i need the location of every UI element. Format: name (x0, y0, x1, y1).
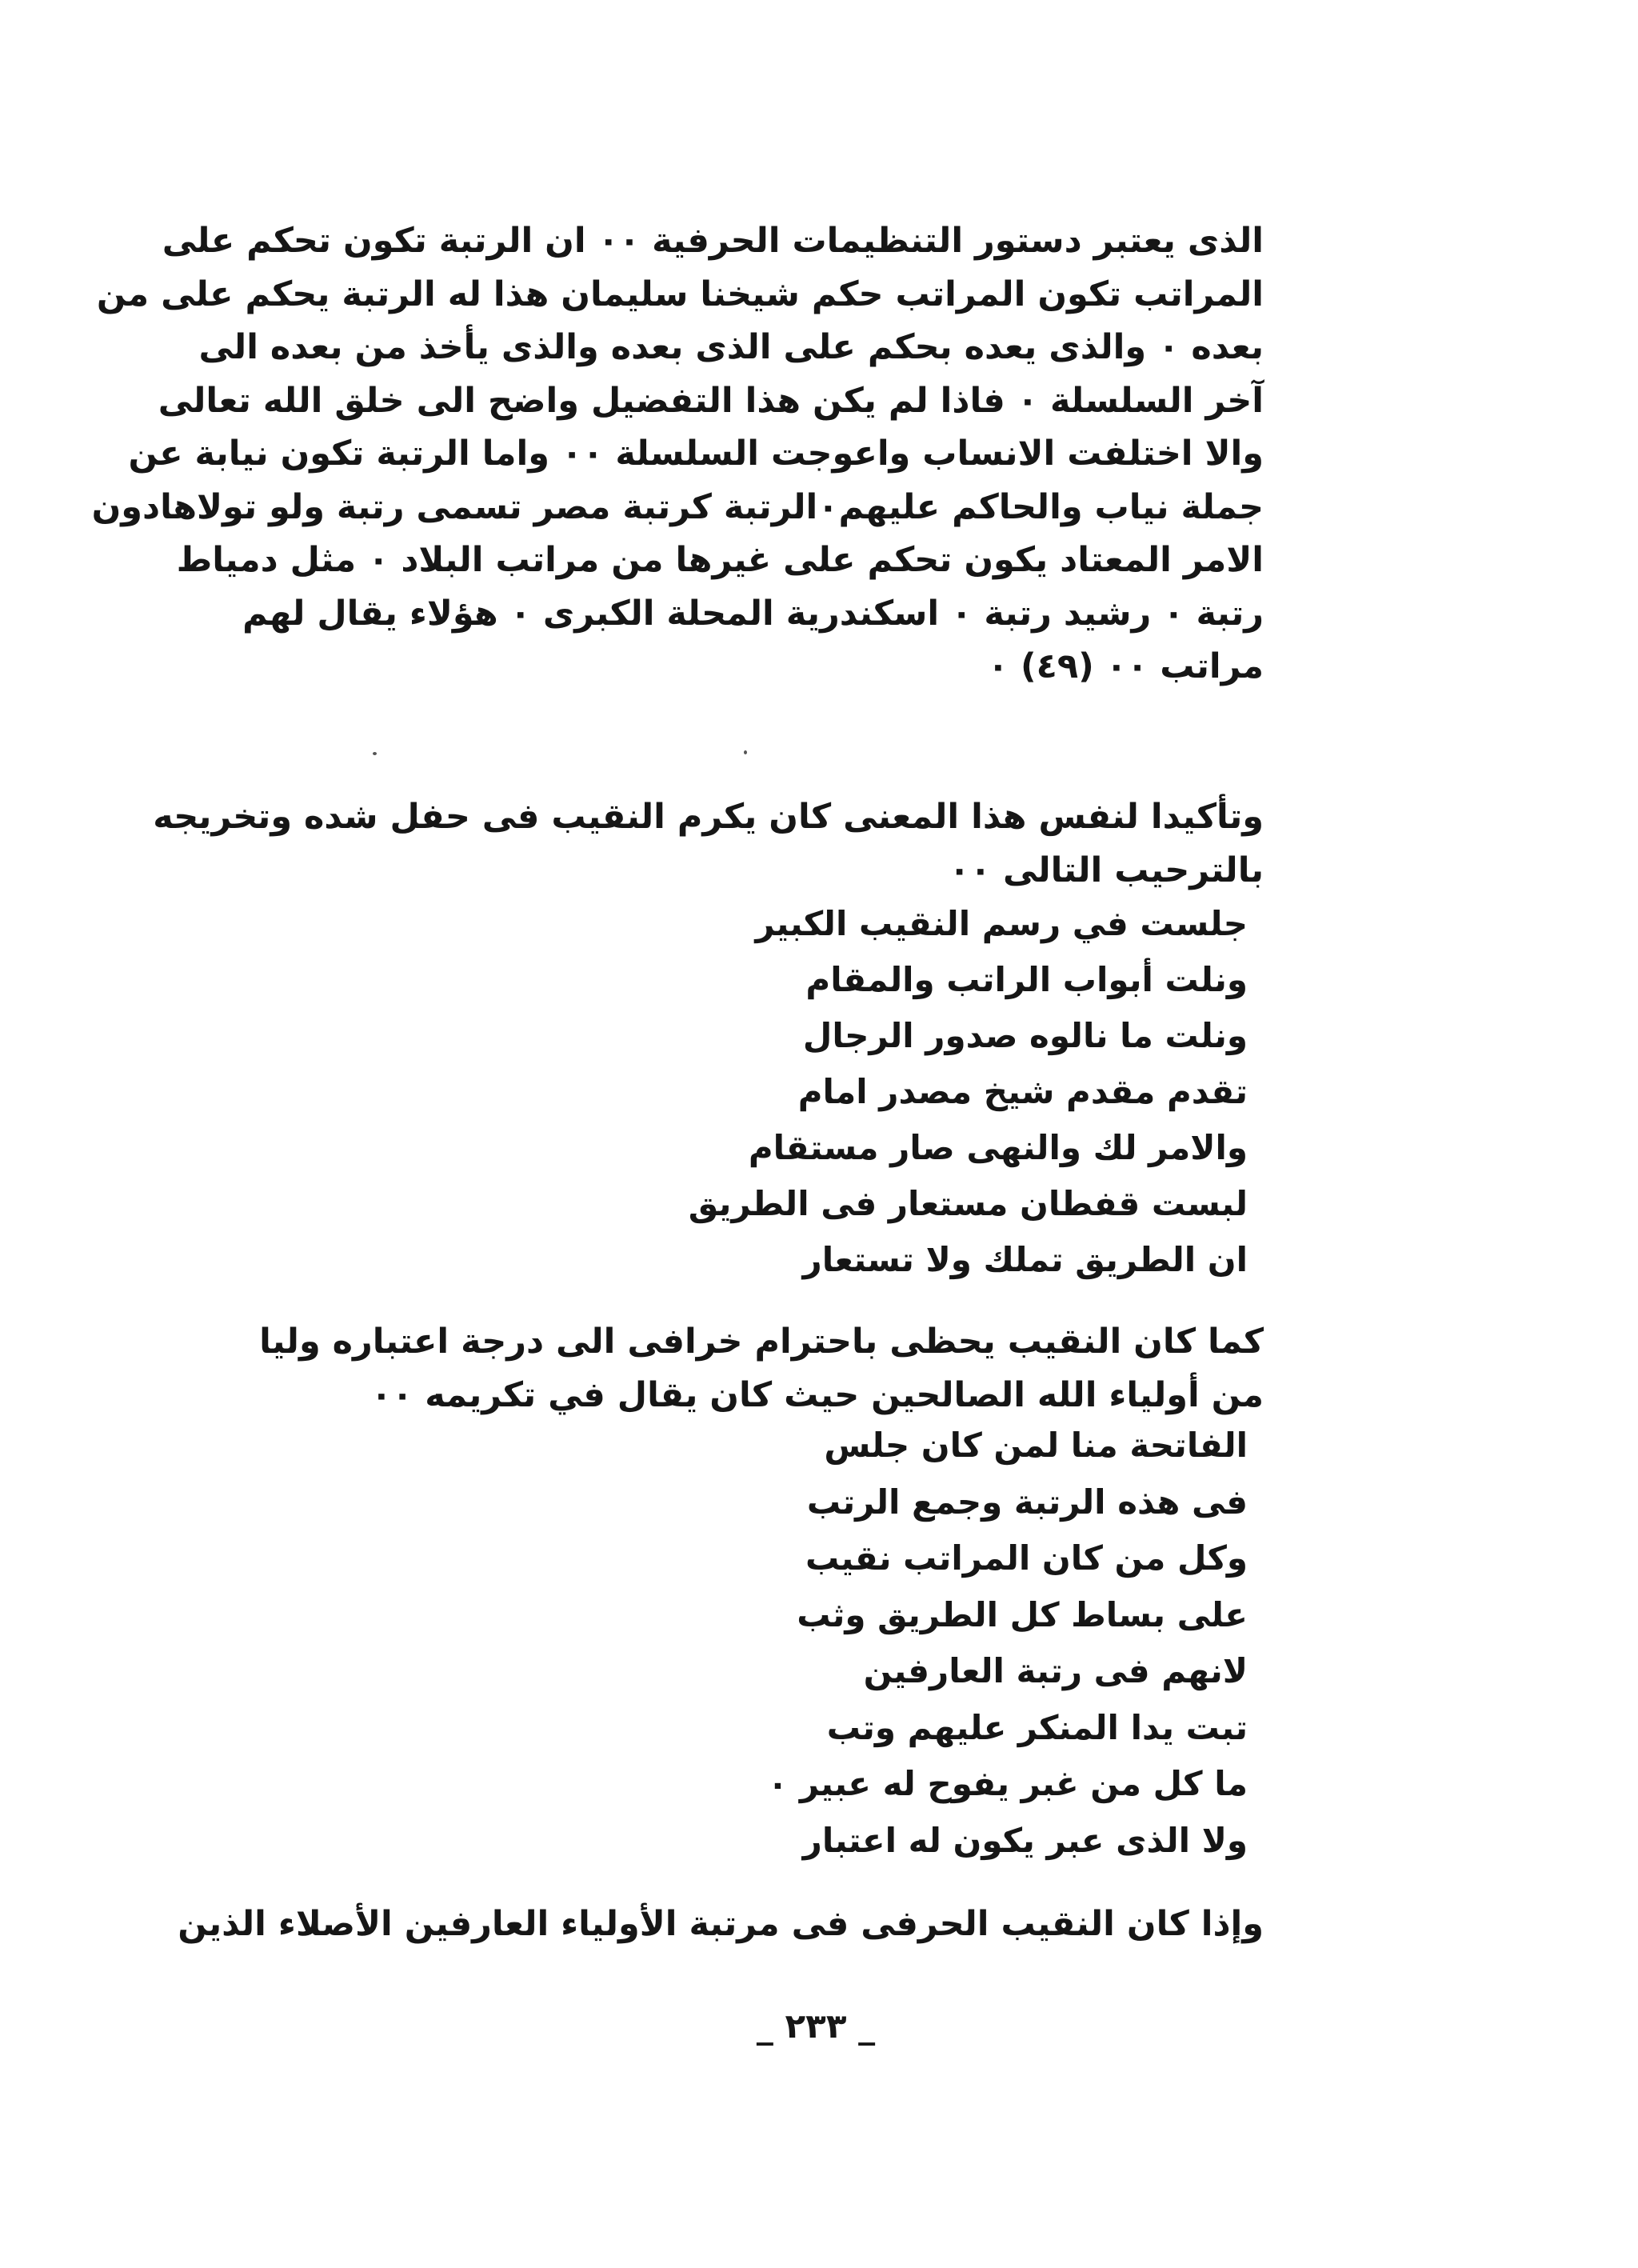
verse-line: والامر لك والنهى صار مستقام (748, 1128, 1248, 1167)
text-line: كما كان النقيب يحظى باحترام خرافى الى درجة اعتباره وليا (259, 1322, 1264, 1362)
text-line: وإذا كان النقيب الحرفى فى مرتبة الأولياء العارفين الأصلاء الذين (178, 1904, 1264, 1944)
paragraph-naqib-respect (259, 1315, 1264, 1422)
verse-line: تقدم مقدم شيخ مصدر امام (797, 1072, 1248, 1111)
verse-line: ولا الذى عبر يكون له اعتبار (802, 1820, 1248, 1860)
text-line: وتأكيدا لنفس هذا المعنى كان يكرم النقيب فى حفل شده وتخريجه (153, 797, 1264, 837)
verse-line: ونلت أبواب الراتب والمقام (805, 960, 1248, 999)
verse-line: لبست قفطان مستعار فى الطريق (688, 1184, 1248, 1223)
poem-welcome-verses (688, 896, 1248, 1288)
text-line: جملة نياب والحاكم عليهم٠الرتبة كرتبة مصر تسمى رتبة ولو تولاهادون (91, 486, 1264, 527)
verse-line: فى هذه الرتبة وجمع الرتب (806, 1482, 1248, 1522)
verse-line: ان الطريق تملك ولا تستعار (802, 1240, 1248, 1279)
verse-line: وكل من كان المراتب نقيب (805, 1538, 1248, 1578)
text-line: والا اختلفت الانساب واعوجت السلسلة ٠٠ واما الرتبة تكون نيابة عن (128, 434, 1264, 474)
verse-line: على بساط كل الطريق وثب (797, 1594, 1248, 1634)
verse-line: لانهم فى رتبة العارفين (863, 1651, 1248, 1690)
verse-line: ما كل من غبر يفوح له عبير ٠ (767, 1764, 1248, 1803)
text-line: آخر السلسلة ٠ فاذا لم يكن هذا التفضيل واضح الى خلق الله تعالى (158, 380, 1264, 421)
verse-line: ونلت ما نالوه صدور الرجال (802, 1016, 1248, 1055)
text-line: الامر المعتاد يكون تحكم على غيرها من مراتب البلاد ٠ مثل دمياط (176, 540, 1264, 580)
text-line: رتبة ٠ رشيد رتبة ٠ اسكندرية المحلة الكبرى ٠ هؤلاء يقال لهم (242, 593, 1264, 634)
text-line: الذى يعتبر دستور التنظيمات الحرفية ٠٠ ان الرتبة تكون تحكم على (162, 221, 1264, 261)
verse-line: الفاتحة منا لمن كان جلس (824, 1426, 1248, 1465)
page-number: _ ٢٣٣ _ (756, 2006, 876, 2046)
poem-honor-verses (720, 1418, 1248, 1869)
text-line: المراتب تكون المراتب حكم شيخنا سليمان هذا له الرتبة يحكم على من (96, 274, 1264, 314)
text-line: بالترحيب التالى ٠٠ (949, 850, 1264, 890)
text-line: من أولياء الله الصالحين حيث كان يقال في تكريمه ٠٠ (370, 1374, 1264, 1415)
verse-line: تبت يدا المنكر عليهم وتب (826, 1707, 1248, 1747)
text-line: بعده ٠ والذى يعده بحكم على الذى بعده والذى يأخذ من بعده الى (198, 327, 1264, 367)
paragraph-naqib-honor (153, 790, 1264, 897)
paragraph-guild-constitution (91, 214, 1264, 694)
paragraph-closing (178, 1898, 1264, 1951)
text-line: مراتب ٠٠ (٤٩) ٠ (987, 646, 1264, 686)
scan-speck (373, 752, 377, 755)
scan-speck (744, 750, 747, 754)
verse-line: جلست في رسم النقيب الكبير (755, 904, 1248, 943)
